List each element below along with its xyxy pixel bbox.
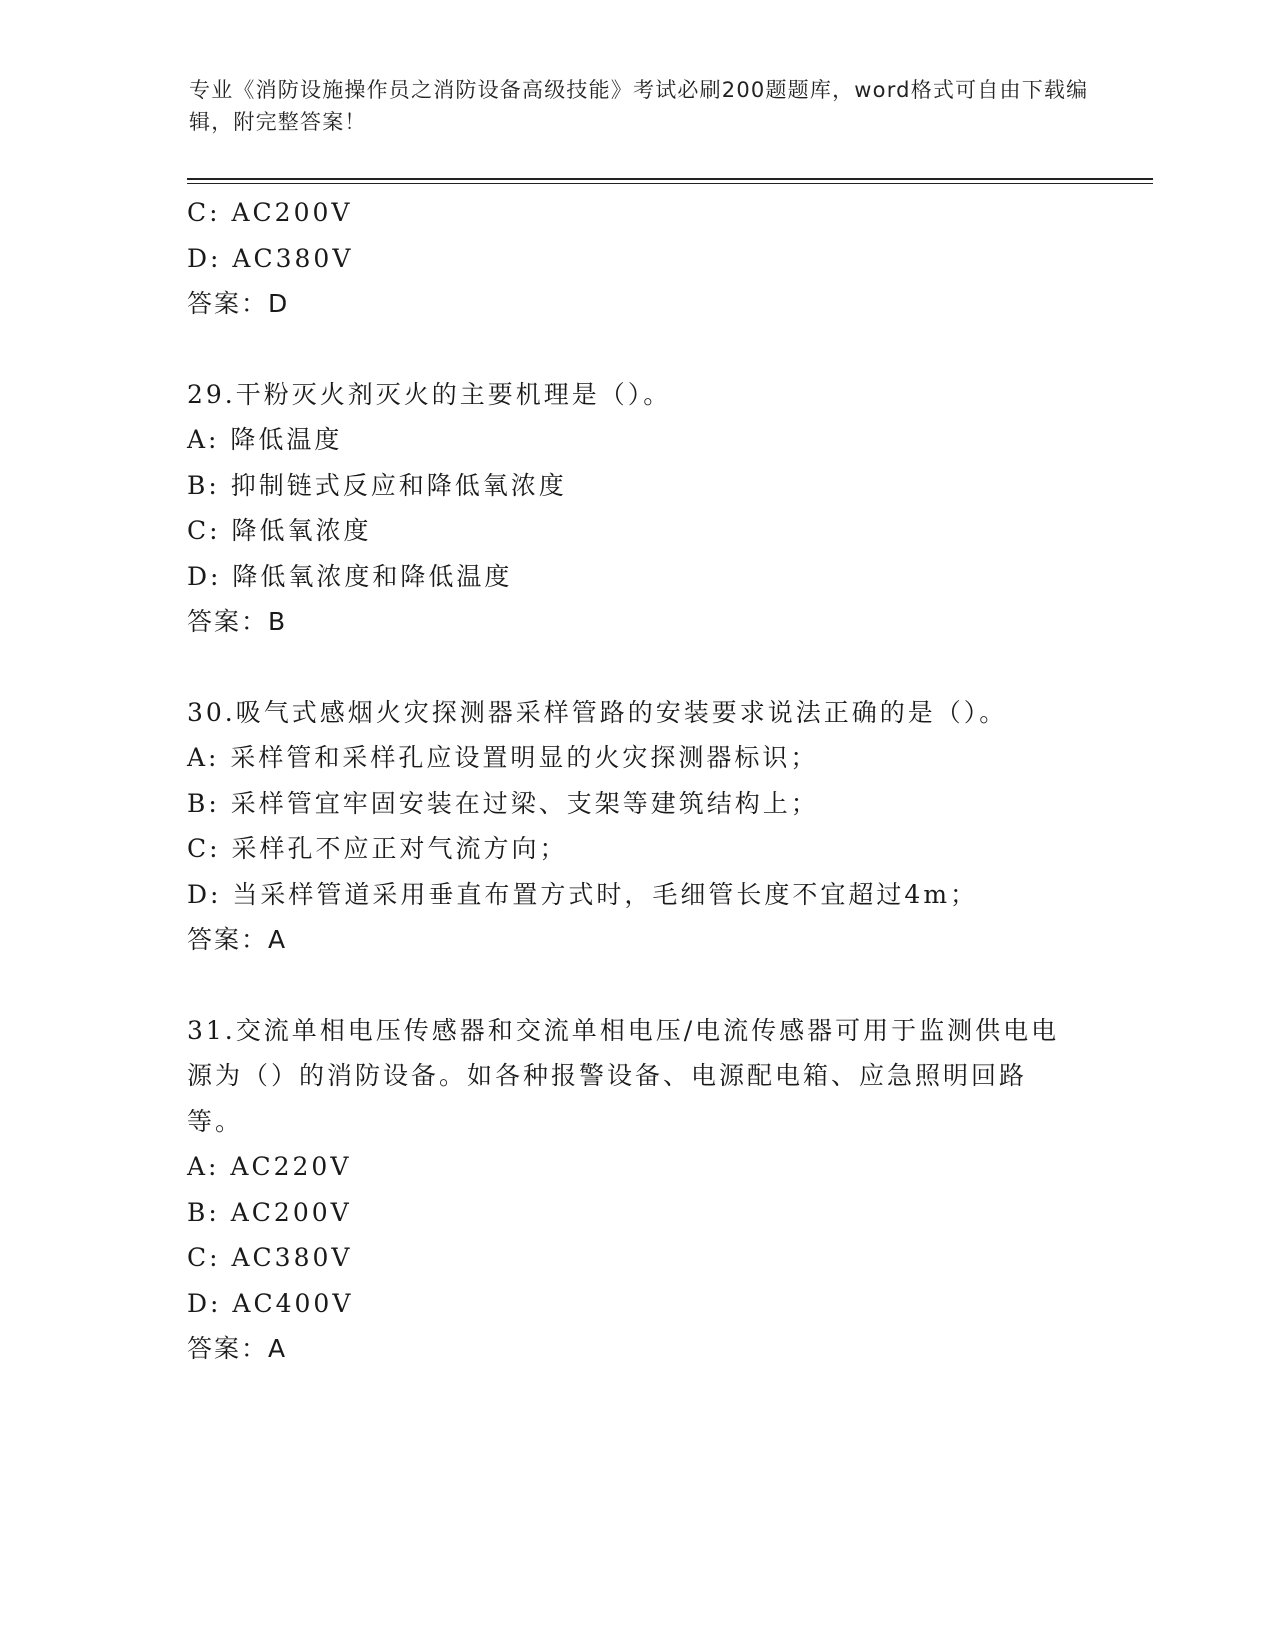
- header-divider-thin: [187, 183, 1153, 184]
- option-c: C: AC380V: [187, 1243, 353, 1272]
- answer-line: 答案：D: [187, 289, 290, 318]
- spacer: [187, 963, 1087, 1008]
- spacer: [187, 327, 1087, 372]
- option-d: D: AC400V: [187, 1288, 354, 1318]
- option-b: B: AC200V: [187, 1197, 352, 1227]
- question-29: [187, 372, 1087, 645]
- option-a: A: AC220V: [187, 1152, 352, 1181]
- answer-line: 答案：B: [187, 607, 288, 636]
- question-31: [187, 1008, 1087, 1372]
- option-a: A: 降低温度: [187, 425, 343, 454]
- question-stem: 30.吸气式感烟火灾探测器采样管路的安装要求说法正确的是（）。: [187, 697, 1008, 727]
- option-c: C: 采样孔不应正对气流方向；: [187, 834, 568, 863]
- option-d: D: 当采样管道采用垂直布置方式时，毛细管长度不宜超过4m；: [187, 879, 979, 909]
- option-d: D: AC380V: [187, 243, 354, 273]
- option-d: D: 降低氧浓度和降低温度: [187, 561, 513, 591]
- question-content: [187, 190, 1087, 1372]
- question-stem: 29.干粉灭火剂灭火的主要机理是（）。: [187, 379, 672, 409]
- question-30: [187, 690, 1087, 963]
- document-header: 专业《消防设施操作员之消防设备高级技能》考试必刷200题题库，word格式可自由下载编辑，附完整答案！: [189, 78, 1089, 134]
- option-b: B: 采样管宜牢固安装在过梁、支架等建筑结构上；: [187, 788, 819, 818]
- answer-line: 答案：A: [187, 1334, 288, 1363]
- header-divider-thick: [187, 178, 1153, 180]
- option-b: B: 抑制链式反应和降低氧浓度: [187, 470, 567, 500]
- spacer: [187, 645, 1087, 690]
- option-a: A: 采样管和采样孔应设置明显的火灾探测器标识；: [187, 743, 819, 772]
- option-c: C: 降低氧浓度: [187, 516, 372, 545]
- answer-line: 答案：A: [187, 925, 288, 954]
- question-stem: 31.交流单相电压传感器和交流单相电压/电流传感器可用于监测供电电源为（）的消防设备。如各种报警设备、电源配电箱、应急照明回路等。: [187, 1015, 1060, 1136]
- previous-question-tail: [187, 190, 1087, 327]
- option-c: C: AC200V: [187, 198, 353, 227]
